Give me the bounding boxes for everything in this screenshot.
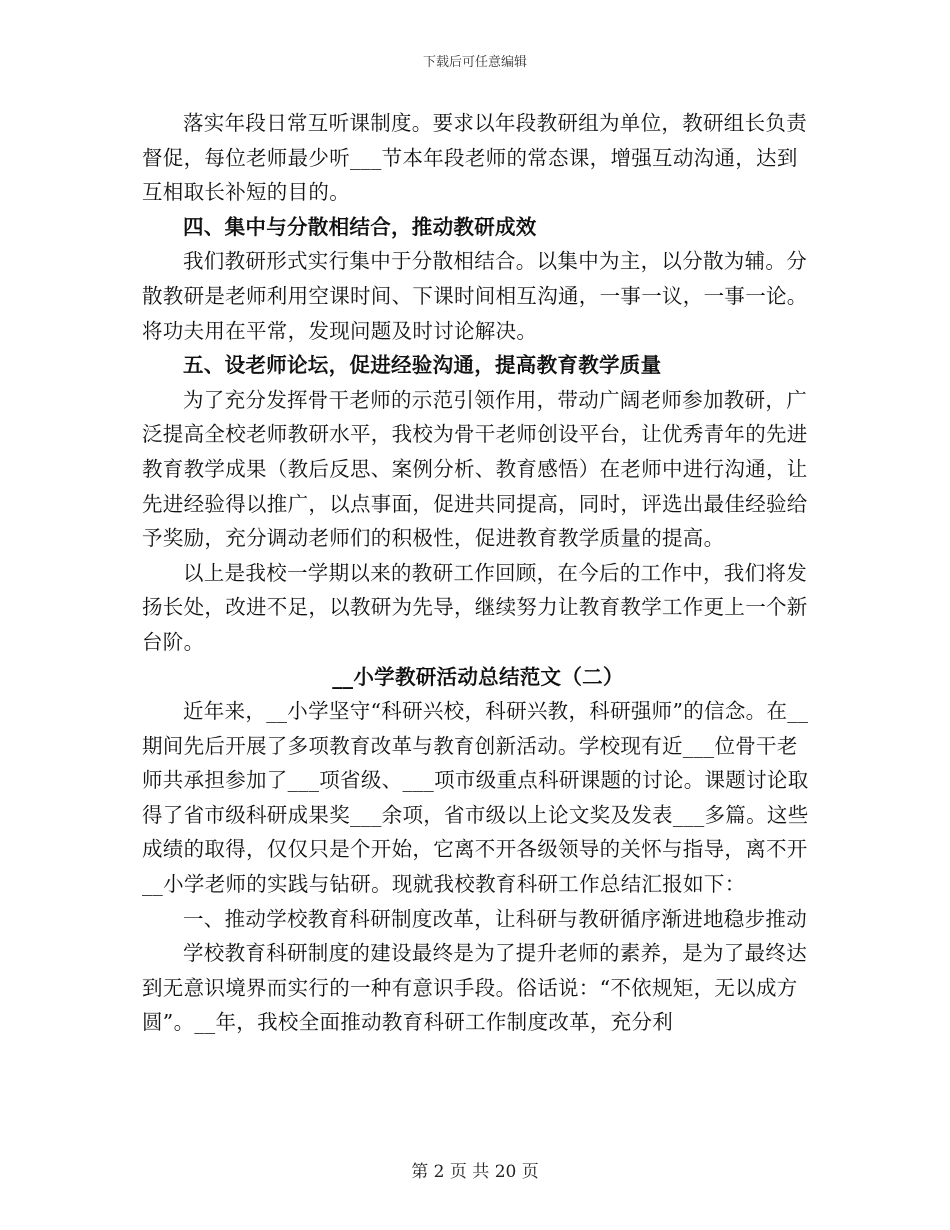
paragraph-review-conclusion: 以上是我校一学期以来的教研工作回顾，在今后的工作中，我们将发扬长处，改进不足，以教研为先导，继续努力让教育教学工作更上一个新台阶。 bbox=[142, 560, 808, 654]
page-header: 下载后可任意编辑 bbox=[422, 55, 527, 70]
section-heading-4: 四、集中与分散相结合，推动教研成效 bbox=[183, 214, 537, 239]
paragraph-intro: 近年来，__小学坚守“科研兴校，科研兴教，科研强师”的信念。在__期间先后开展了多项教育改革与教育创新活动。学校现有近___位骨干老师共承担参加了___项省级、___项市级重点科研课题的讨论。课题讨论取得了省市级科研成果奖___余项，省市级以上论文奖及发表___多篇。这些成绩的取得，仅仅只是个开始，它离不开各级领导的关怀与指导，离不开__小学老师的实践与钻研。现就我校教育科研工作总结汇报如下： bbox=[142, 699, 809, 897]
document-subtitle: __小学教研活动总结范文（二） bbox=[332, 664, 624, 689]
paragraph-teacher-forum: 为了充分发挥骨干老师的示范引领作用，带动广阔老师参加教研，广泛提高全校老师教研水平，我校为骨干老师创设平台，让优秀青年的先进教育教学成果（教后反思、案例分析、教育感悟）在老师中进行沟通，让先进经验得以推广，以点事面，促进共同提高，同时，评选出最佳经验给予奖励，充分调动老师们的积极性，促进教育教学质量的提高。 bbox=[142, 387, 808, 551]
paragraph-combined-research: 我们教研形式实行集中于分散相结合。以集中为主，以分散为辅。分散教研是老师利用空课时间、下课时间相互沟通，一事一议，一事一论。将功夫用在平常，发现问题及时讨论解决。 bbox=[142, 249, 808, 343]
page-footer: 第 2 页 共 20 页 bbox=[411, 1162, 539, 1182]
paragraph-lesson-observation: 落实年段日常互听课制度。要求以年段教研组为单位，教研组长负责督促，每位老师最少听___节本年段老师的常态课，增强互动沟通，达到互相取长补短的目的。 bbox=[142, 111, 807, 205]
section-heading-1: 一、推动学校教育科研制度改革，让科研与教研循序渐进地稳步推动 bbox=[183, 906, 807, 931]
document-body bbox=[142, 106, 814, 1040]
section-heading-5: 五、设老师论坛，促进经验沟通，提高教育教学质量 bbox=[183, 353, 662, 378]
paragraph-system-reform: 学校教育科研制度的建设最终是为了提升老师的素养，是为了最终达到无意识境界而实行的一种有意识手段。俗话说：“不依规矩，无以成方圆”。__年，我校全面推动教育科研工作制度改革，充分利 bbox=[142, 941, 807, 1035]
